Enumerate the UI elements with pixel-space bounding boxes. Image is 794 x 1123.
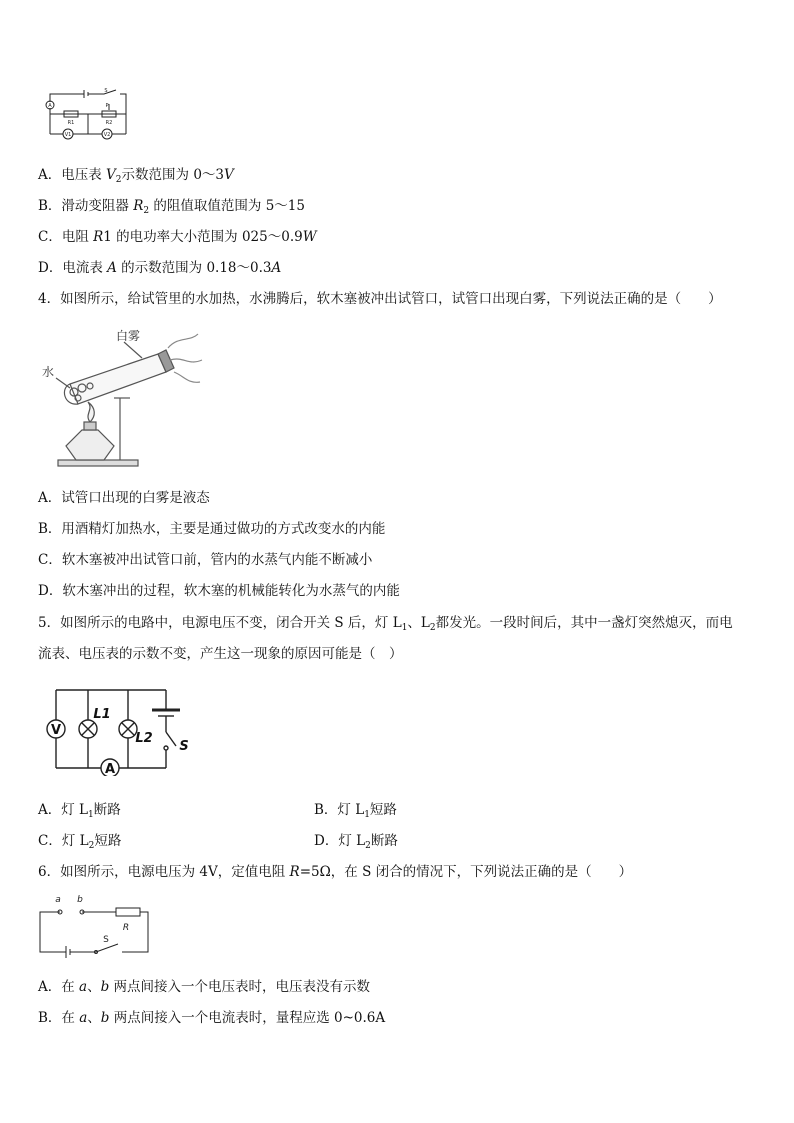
q4-option-d: D．软木塞冲出的过程，软木塞的机械能转化为水蒸气的内能 — [38, 583, 400, 599]
q5-stem-line2: 流表、电压表的示数不变，产生这一现象的原因可能是（ ） — [38, 646, 403, 662]
q3-v2-label: V2 — [103, 132, 111, 138]
q3-option-c: C．电阻 R1 的电功率大小范围为 025～0.9W — [38, 229, 317, 245]
q5-switch-label: S — [179, 739, 189, 754]
q4-option-b: B．用酒精灯加热水，主要是通过做功的方式改变水的内能 — [38, 521, 386, 537]
q3-ammeter-label: A — [48, 103, 52, 109]
q5-voltmeter-label: V — [50, 723, 62, 738]
q3-switch-label: S — [104, 88, 108, 94]
q6-resistor-label: R — [122, 923, 130, 933]
q3-circuit-figure — [44, 86, 132, 144]
q3-option-b: B．滑动变阻器 $R_2$ 的阻值取值范围为 5～15 — [38, 198, 305, 216]
q5-option-d: D．灯 $L_2$断路 — [314, 833, 398, 851]
q3-v1-label: V1 — [64, 132, 72, 138]
q6-option-b: B．在 a、b 两点间接入一个电流表时，量程应选 0~0.6A — [38, 1010, 386, 1026]
q5-l1-label: L1 — [93, 707, 111, 722]
q6-switch-label: S — [103, 935, 109, 945]
q4-option-a: A．试管口出现的白雾是液态 — [38, 490, 210, 506]
q3-r1-label: R1 — [67, 120, 75, 126]
q4-water-label: 水 — [42, 365, 55, 379]
q4-test-tube-figure — [38, 326, 208, 472]
q6-point-a-label: a — [55, 895, 61, 905]
q5-stem-line1: 5．如图所示的电路中，电源电压不变，闭合开关 S 后，灯 $L_1$、$L_2$都发光。一段时间后，其中一盏灯突然熄灭，而电 — [38, 615, 733, 633]
q3-slider-label: P — [105, 103, 109, 109]
q6-option-a: A．在 a、b 两点间接入一个电压表时，电压表没有示数 — [38, 979, 371, 995]
q4-option-c: C．软木塞被冲出试管口前，管内的水蒸气内能不断减小 — [38, 552, 373, 568]
q3-option-d: D．电流表 A 的示数范围为 0.18～0.3A — [38, 260, 282, 276]
q5-option-b: B．灯 $L_1$短路 — [314, 802, 397, 820]
q5-l2-label: L2 — [135, 731, 153, 746]
q6-point-b-label: b — [77, 895, 83, 905]
q4-stem: 4．如图所示，给试管里的水加热，水沸腾后，软木塞被冲出试管口，试管口出现白雾，下列说法正确的是（ ） — [38, 291, 722, 307]
q5-option-c: C．灯 $L_2$短路 — [38, 833, 122, 851]
q5-option-a: A．灯 $L_1$断路 — [38, 802, 121, 820]
q3-option-a: A．电压表 $V_2$示数范围为 0～3V — [38, 167, 234, 185]
q3-r2-label: R2 — [105, 120, 113, 126]
q5-circuit-figure — [40, 684, 190, 776]
q5-ammeter-label: A — [104, 762, 116, 776]
q4-mist-label: 白雾 — [116, 329, 141, 343]
q6-stem: 6．如图所示，电源电压为 4V，定值电阻 R=5Ω，在 S 闭合的情况下，下列说法正确的是（ ） — [38, 864, 633, 880]
q6-circuit-figure — [36, 890, 156, 960]
